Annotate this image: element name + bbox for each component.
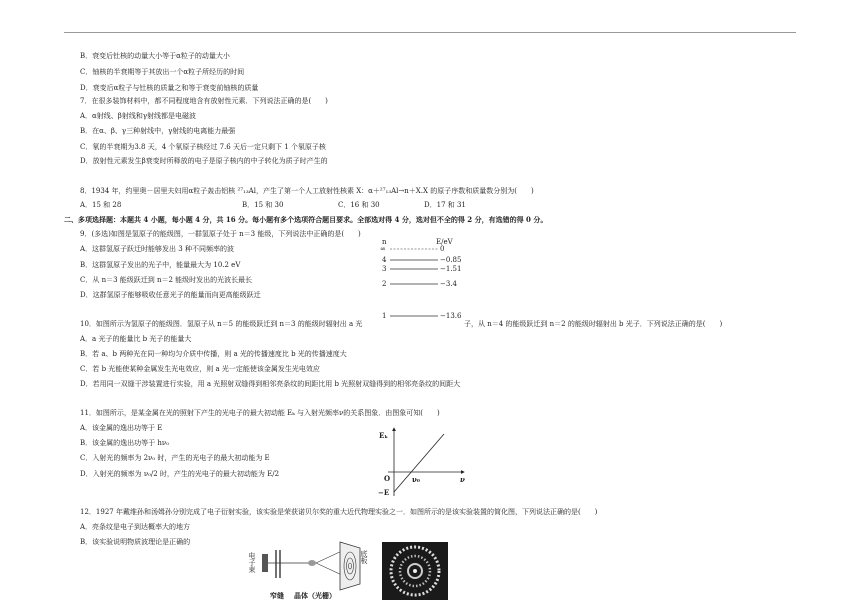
level-1-n: 1 (382, 312, 387, 320)
q12-stem: 12．1927 年戴维孙和汤姆孙分别完成了电子衍射实验，该实验是荣获诺贝尔奖的重大近代物理实验之一．如图所示的是该实验装置的简化图，下列说法正确的是( ) (80, 508, 598, 516)
label-screen: 底板 (360, 550, 368, 564)
q10-option-c: C．若 b 光能使某种金属发生光电效应，则 a 光一定能使该金属发生光电效应 (80, 365, 320, 373)
photoelectric-graph (374, 424, 470, 500)
x-axis-label: ν (460, 475, 465, 484)
section-heading: 二、多项选择题：本题共 4 小题，每小题 4 分，共 16 分。每小题有多个选项符合题目要求。全部选对得 4 分，选对但不全的得 2 分，有选错的得 0 分。 (64, 215, 548, 224)
q8-option-b: B．15 和 30 (242, 201, 284, 209)
q6-option-b: B．衰变后钍核的动量大小等于α粒子的动量大小 (80, 52, 230, 60)
q9-option-d: D．这群氢原子能够吸收任意光子的能量而向更高能级跃迁 (80, 291, 261, 299)
q7-option-a: A．α射线、β射线和γ射线都是电磁波 (80, 112, 197, 120)
q11-option-b: B．该金属的逸出功等于 hν₀ (80, 439, 169, 447)
q9-option-c: C．从 n＝3 能级跃迁到 n＝2 能级时发出的光波长最长 (80, 276, 253, 284)
energy-unit-header: E/eV (436, 238, 453, 246)
q8-option-a: A．15 和 28 (80, 201, 122, 209)
q8-option-c: C．16 和 30 (338, 201, 380, 209)
q6-option-d: D．衰变后α粒子与钍核的质量之和等于衰变前铀核的质量 (80, 84, 259, 92)
q6-option-c: C．铀核的半衰期等于其放出一个α粒子所经历的时间 (80, 68, 245, 76)
y-axis-label: Eₖ (379, 431, 388, 440)
q10-option-b: B．若 a、b 两种光在同一种均匀介质中传播，则 a 光的传播速度比 b 光的传播速度大 (80, 350, 347, 358)
label-electron-beam: 电子束 (248, 552, 256, 573)
nu0-label: ν₀ (412, 475, 420, 484)
level-4-n: 4 (382, 256, 387, 264)
energy-level-diagram (376, 236, 468, 322)
q11-stem: 11．如图所示，是某金属在光的照射下产生的光电子的最大初动能 Eₖ 与入射光频率ν的关系图象．由图象可知( ) (80, 409, 440, 417)
q10-stem-part1: 10．如图所示为氢原子的能级图．氢原子从 n＝5 的能级跃迁到 n＝3 的能级时辐射出 a 光 (80, 320, 363, 328)
level-4-e: −0.85 (440, 256, 462, 264)
q10-option-a: A．a 光子的能量比 b 光子的能量大 (80, 335, 192, 343)
header-rule (64, 32, 796, 33)
level-3-n: 3 (382, 265, 387, 273)
level-2-n: 2 (382, 280, 387, 288)
q8-option-d: D．17 和 31 (424, 201, 466, 209)
neg-e-label: −E (378, 488, 390, 497)
label-slit: 窄缝 (270, 591, 284, 600)
q7-option-c: C．氡的半衰期为3.8 天，4 个氡原子核经过 7.6 天后一定只剩下 1 个氡原子核 (80, 143, 326, 151)
q7-option-b: B．在α、β、γ三种射线中，γ射线的电离能力最强 (80, 127, 236, 135)
level-2-e: −3.4 (440, 280, 457, 288)
level-inf-e: 0 (440, 245, 445, 253)
energy-n-header: n (382, 238, 387, 246)
q8-stem: 8．1934 年，约里奥－居里夫妇用α粒子轰击铝核 ²⁷₁₃Al，产生了第一个人工放射性核素 X：α＋²⁷₁₃Al→n＋X.X 的原子序数和质量数分别为( ) (80, 187, 534, 195)
q11-option-c: C．入射光的频率为 2ν₀ 时，产生的光电子的最大初动能为 E (80, 454, 270, 462)
q7-option-d: D．放射性元素发生β衰变时所释放的电子是原子核内的中子转化为质子时产生的 (80, 157, 328, 165)
level-3-e: −1.51 (440, 265, 462, 273)
level-1-e: −13.6 (440, 312, 462, 320)
photo-center (413, 569, 417, 573)
q12-option-b: B．该实验说明物质波理论是正确的 (80, 538, 191, 546)
q7-stem: 7．在很多装饰材料中，都不同程度地含有放射性元素．下列说法正确的是( ) (80, 97, 328, 105)
q10-stem-part2: 子，从 n＝4 的能级跃迁到 n＝2 的能级时辐射出 b 光子．下列说法正确的是( ) (464, 320, 723, 328)
screen-plate (340, 542, 360, 590)
q10-option-d: D．若用同一双缝干涉装置进行实验，用 a 光照射双缝得到相邻亮条纹的间距比用 b 光照射双缝得到的相邻亮条纹的间距大 (80, 380, 461, 388)
electron-source (262, 554, 268, 572)
diffraction-apparatus (250, 540, 460, 602)
q12-option-a: A．亮条纹是电子到达概率大的地方 (80, 523, 191, 531)
label-crystal: 晶体（光栅） (294, 591, 336, 600)
level-inf-n: ∞ (380, 245, 386, 253)
origin-label: O (384, 474, 391, 483)
crystal (308, 560, 316, 566)
q11-option-a: A．该金属的逸出功等于 E (80, 424, 163, 432)
q9-stem: 9．(多选)如图是氢原子的能级图，一群氢原子处于 n＝3 能级，下列说法中正确的是( ) (80, 230, 361, 238)
q11-option-d: D．入射光的频率为 ν₀/2 时，产生的光电子的最大初动能为 E/2 (80, 470, 280, 478)
q9-option-a: A．这群氢原子跃迁时能够发出 3 种不同频率的波 (80, 245, 234, 253)
q9-option-b: B．这群氢原子发出的光子中，能量最大为 10.2 eV (80, 261, 241, 269)
